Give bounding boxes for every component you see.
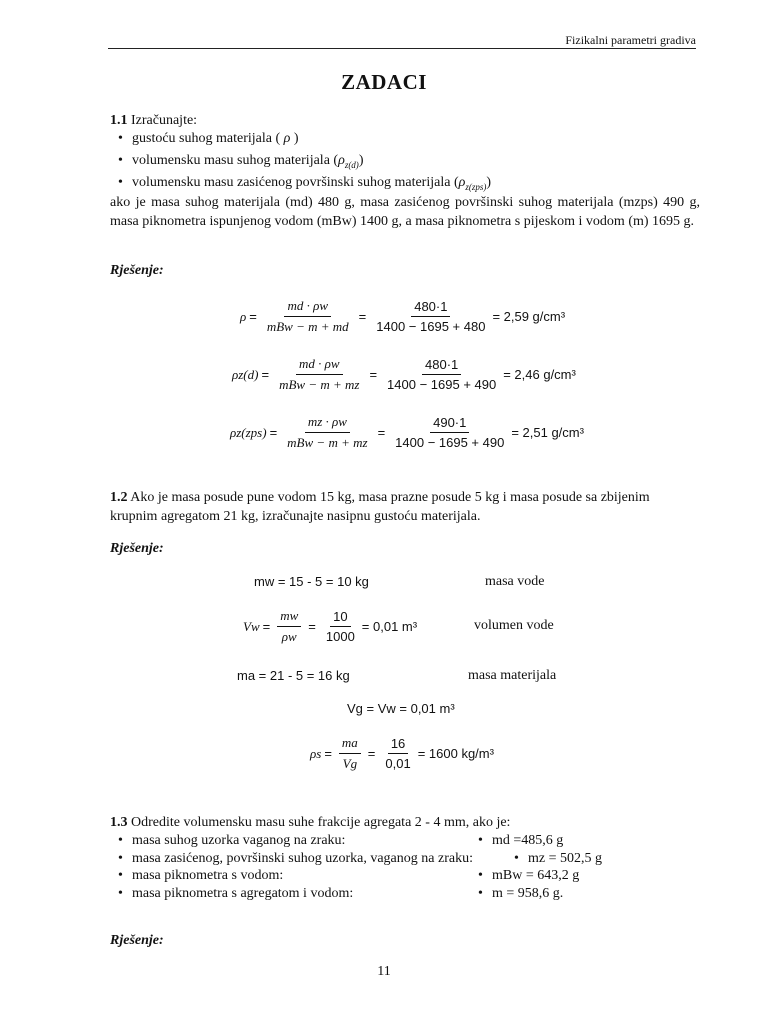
- label-water-volume: volumen vode: [474, 618, 554, 633]
- equation-material-mass: ma = 21 - 5 = 16 kg: [237, 668, 350, 683]
- task-3-item-3: • masa piknometra s vodom:: [132, 866, 283, 885]
- task-1-bullet-1: • gustoću suhog materijala ( ρ ): [132, 129, 299, 148]
- equation-density: ρ = $\frac{md \cdot \rho w}{\text{mBw − m + md}}$ = $\frac{480\cdot 1}{1400 - 1695 + 480}$ = 2,59 g/cm³: [240, 298, 566, 334]
- equation-water-volume: Vw = $\frac{mw}{\rho w}$ = $\frac{10}{1000}$ = 0,01 m³: [243, 608, 418, 644]
- label-material-mass: masa materijala: [468, 668, 557, 683]
- task-2-solution-label: Rješenje:: [110, 541, 164, 556]
- task-3-item-4: • masa piknometra s agregatom i vodom:: [132, 884, 353, 903]
- running-header: Fizikalni parametri gradiva: [565, 33, 696, 47]
- task-3-item-3-value: • mBw = 643,2 g: [492, 866, 579, 885]
- task-1-solution-label: Rješenje:: [110, 263, 164, 278]
- equation-sample-volume: Vg = Vw = 0,01 m³: [347, 701, 455, 716]
- task-3-body: 1.3 Odredite volumensku masu suhe frakcije agregata 2 - 4 mm, ako je:: [110, 815, 511, 830]
- task-3-solution-label: Rješenje:: [110, 933, 164, 948]
- task-3-number: 1.3: [110, 815, 128, 830]
- task-1-intro: [110, 111, 700, 130]
- page-number: 11: [377, 964, 391, 979]
- page-title: ZADACI: [341, 70, 427, 94]
- task-1-body: ako je masa suhog materijala (md) 480 g, masa zasićenog površinski suhog materijala (mzps) 490 g, masa piknometra ispunjenog vodom (mBw) 1400 g, a masa piknometra s pijeskom i vodom (m) 1695 g.: [110, 195, 700, 229]
- task-3-item-1: • masa suhog uzorka vaganog na zraku:: [132, 831, 345, 850]
- header-rule: [108, 48, 696, 49]
- task-1-number: 1.1: [110, 113, 128, 128]
- equation-bulk-density-ssd: ρz(zps) = $\frac{mz \cdot \rho w}{\text{mBw − m + mz}}$ = $\frac{490\cdot 1}{1400 - 1695 + 490}$ = 2,51 g/cm³: [230, 414, 584, 450]
- equation-bulk-density-dry: ρz(d) = $\frac{md \cdot \rho w}{\text{mBw − m + mz}}$ = $\frac{480\cdot 1}{1400 - 1695 + 490}$ = 2,46 g/cm³: [232, 356, 576, 392]
- task-3-item-2-value: • mz = 502,5 g: [528, 849, 602, 868]
- task-1-bullet-3: • volumensku masu zasićenog površinski suhog materijala $(\rho_{z(zps)})$: [132, 173, 491, 197]
- task-1-intro-text: Izračunajte:: [131, 113, 198, 128]
- task-3-item-1-value: • md =485,6 g: [492, 831, 563, 850]
- task-2-number: 1.2: [110, 490, 128, 505]
- task-2-body: 1.2 Ako je masa posude pune vodom 15 kg, masa prazne posude 5 kg i masa posude sa zbijenim krupnim agregatom 21 kg, izračunajte nasipnu gustoću materijala.: [110, 490, 650, 524]
- equation-bulk-density: ρs = $\frac{ma}{Vg}$ = $\frac{16}{0,01}$ = 1600 kg/m³: [310, 735, 494, 771]
- task-3-item-4-value: • m = 958,6 g.: [492, 884, 563, 903]
- task-1-bullet-2: • volumensku masu suhog materijala $(\rho_{z(d)})$: [132, 151, 363, 175]
- equation-water-mass: mw = 15 - 5 = 10 kg: [254, 574, 369, 589]
- task-3-item-2: • masa zasićenog, površinski suhog uzorka, vaganog na zraku:: [132, 849, 473, 868]
- label-water-mass: masa vode: [485, 574, 545, 589]
